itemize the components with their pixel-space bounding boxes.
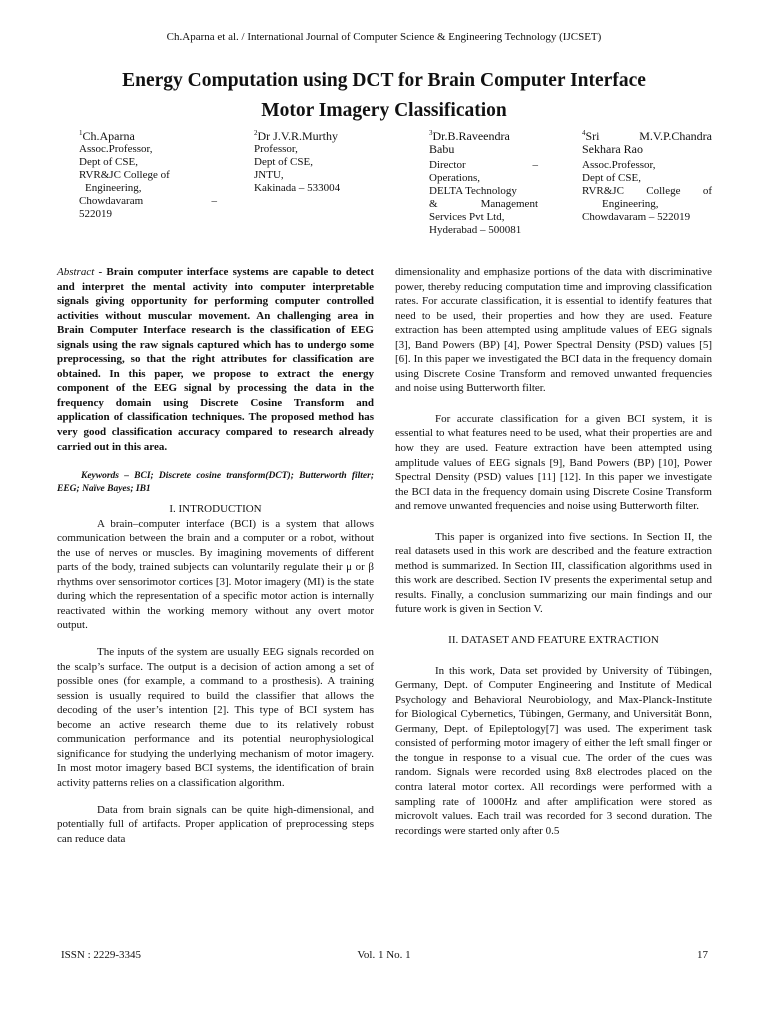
footer-volume: Vol. 1 No. 1 [357, 949, 411, 961]
right-column [395, 265, 712, 838]
author-name: Sri M.V.P.Chandra [585, 129, 712, 143]
page-number: 17 [697, 949, 708, 961]
author-name: Dr J.V.R.Murthy [257, 129, 338, 143]
author-4: $^4$Sri M.V.P.Chandra Sekhara Rao Assoc.Professor, Dept of CSE, RVR&JC College of Engineering, Chowdavaram – 522019 [582, 129, 712, 223]
dataset-paragraph: In this work, Data set provided by University of Tübingen, Germany, Dept. of Computer Engineering and Institute of Medical Psychology and Behavioral Neurobiology, and Max-Planck-Institute for Biological Cybernetics, Tübingen, Germany, and Universität Bonn, Germany, Dept. of Epileptology[7] was used. The experiment task consisted of performing motor imagery of either the left small finger or the tongue in response to a visual cue. The order of the cues was random. Signals were recorded using 8x8 electrodes placed on the contra lateral motor cortex. All recordings were performed with a sampling rate of 1000Hz and after amplification were stored as microvolt values. Each trail was recorded for 3 second duration. The recordings were started only after 0.5 [395, 664, 712, 837]
abstract-label: Abstract [57, 266, 95, 278]
author-3: $^3$Dr.B.Raveendra Babu Director – Operations, DELTA Technology & Management Services Pvt Ltd, Hyderabad – 500081 [429, 129, 538, 236]
keywords: Keywords – BCI; Discrete cosine transform(DCT); Butterworth filter; EEG; Naïve Bayes; IB1 [57, 471, 374, 495]
title-line-2: Motor Imagery Classification [261, 100, 507, 121]
paper-title [60, 66, 708, 126]
author-2: $^2$Dr J.V.R.Murthy Professor, Dept of CSE, JNTU, Kakinada – 533004 [254, 129, 341, 194]
right-paragraph-1: dimensionality and emphasize portions of the data with discriminative power, thereby reducing computation time and improving classification rates. For accurate classification, it is essential to identify features that need to be used, their properties and how they are used. Feature extraction has been attempted using amplitude values of EEG signals [3], Band Powers (BP) [4], Power Spectral Density (PSD) values [5] [6]. In this paper we investigated the BCI data in the frequency domain using Discrete Cosine Transform and removed unwanted frequencies and noise using Butterworth filter. [395, 266, 712, 395]
running-header: Ch.Aparna et al. / International Journal of Computer Science & Engineering Technology (IJCSET) [166, 31, 602, 43]
abstract: Abstract - Brain computer interface systems are capable to detect and interpret the mental activity into computer interpretable signals giving opportunity for performing computer controlled activities without muscular movement. An challenging area in Brain Computer Interface research is the classification of EEG signals using the raw signals captured which has to undergo some preprocessing, so that the right attributes for classification are obtained. In this paper, we propose to extract the energy component of the EEG signal by processing the data in the frequency domain using Discrete Cosine Transform and application of classification techniques. The proposed method has very good classification accuracy compared to research already carried out in this area. [57, 266, 374, 453]
intro-paragraph-3: Data from brain signals can be quite high-dimensional, and potentially full of artifacts. Proper application of preprocessing steps can reduce data [57, 803, 374, 845]
intro-paragraph-1: A brain–computer interface (BCI) is a system that allows communication between the brain and a computer or a robot, without the use of nerves or muscles. By imagining movements of different parts of the body, trained subjects can voluntarily regulate their μ or β rhythms over sensorimotor cortices [3]. Motor imagery (MI) is the state during which the representation of a specific motor action is internally reactivated within the working memory without any overt motor output. [57, 517, 374, 632]
intro-paragraph-2: The inputs of the system are usually EEG signals recorded on the scalp’s surface. The output is a decision of action among a set of possible ones (for example, a command to a prosthesis). A training session is usually required to build the classifier that allows the decoding of the user’s intention [2]. This type of BCI system has become an active research theme due to its relatively robust communication performance and its potential neurophysiological significance for studying the underlying mechanism of motor imagery. In most motor imagery based BCI systems, the identification of brain activity patterns relies on a classification algorithm. [57, 646, 374, 789]
section-heading-introduction: I. INTRODUCTION [169, 503, 262, 516]
title-line-1: Energy Computation using DCT for Brain Computer Interface [122, 70, 646, 91]
left-column [57, 265, 374, 846]
author-1: $^1$Ch.Aparna Assoc.Professor, Dept of CSE, RVR&JC College of Engineering, Chowdavaram – 522019 [79, 129, 217, 220]
section-heading-dataset: II. DATASET AND FEATURE EXTRACTION [448, 634, 659, 647]
footer-issn: ISSN : 2229-3345 [61, 949, 142, 961]
author-name: Ch.Aparna [82, 129, 135, 143]
author-name: Dr.B.Raveendra [432, 129, 510, 143]
right-paragraph-2: For accurate classification for a given BCI system, it is essential to what features need to be used, what their properties are and how they are used. Feature extraction have been attempted using amplitude values of EEG signals [9], Band Powers (BP) [10], Power Spectral Density (PSD) values [11] [12]. In this paper we investigate the BCI data in the frequency domain using Discrete Cosine Transform and remove unwanted frequencies and noise using Butterworth filter. [395, 412, 712, 513]
right-paragraph-3: This paper is organized into five sections. In Section II, the real datasets used in this work are described and the feature extraction method is summarized. In Section III, classification algorithms used in this work are described. Section IV presents the experimental setup and results. Finally, a conclusion summarizing our main findings and our future work is given in Section V. [395, 530, 712, 616]
